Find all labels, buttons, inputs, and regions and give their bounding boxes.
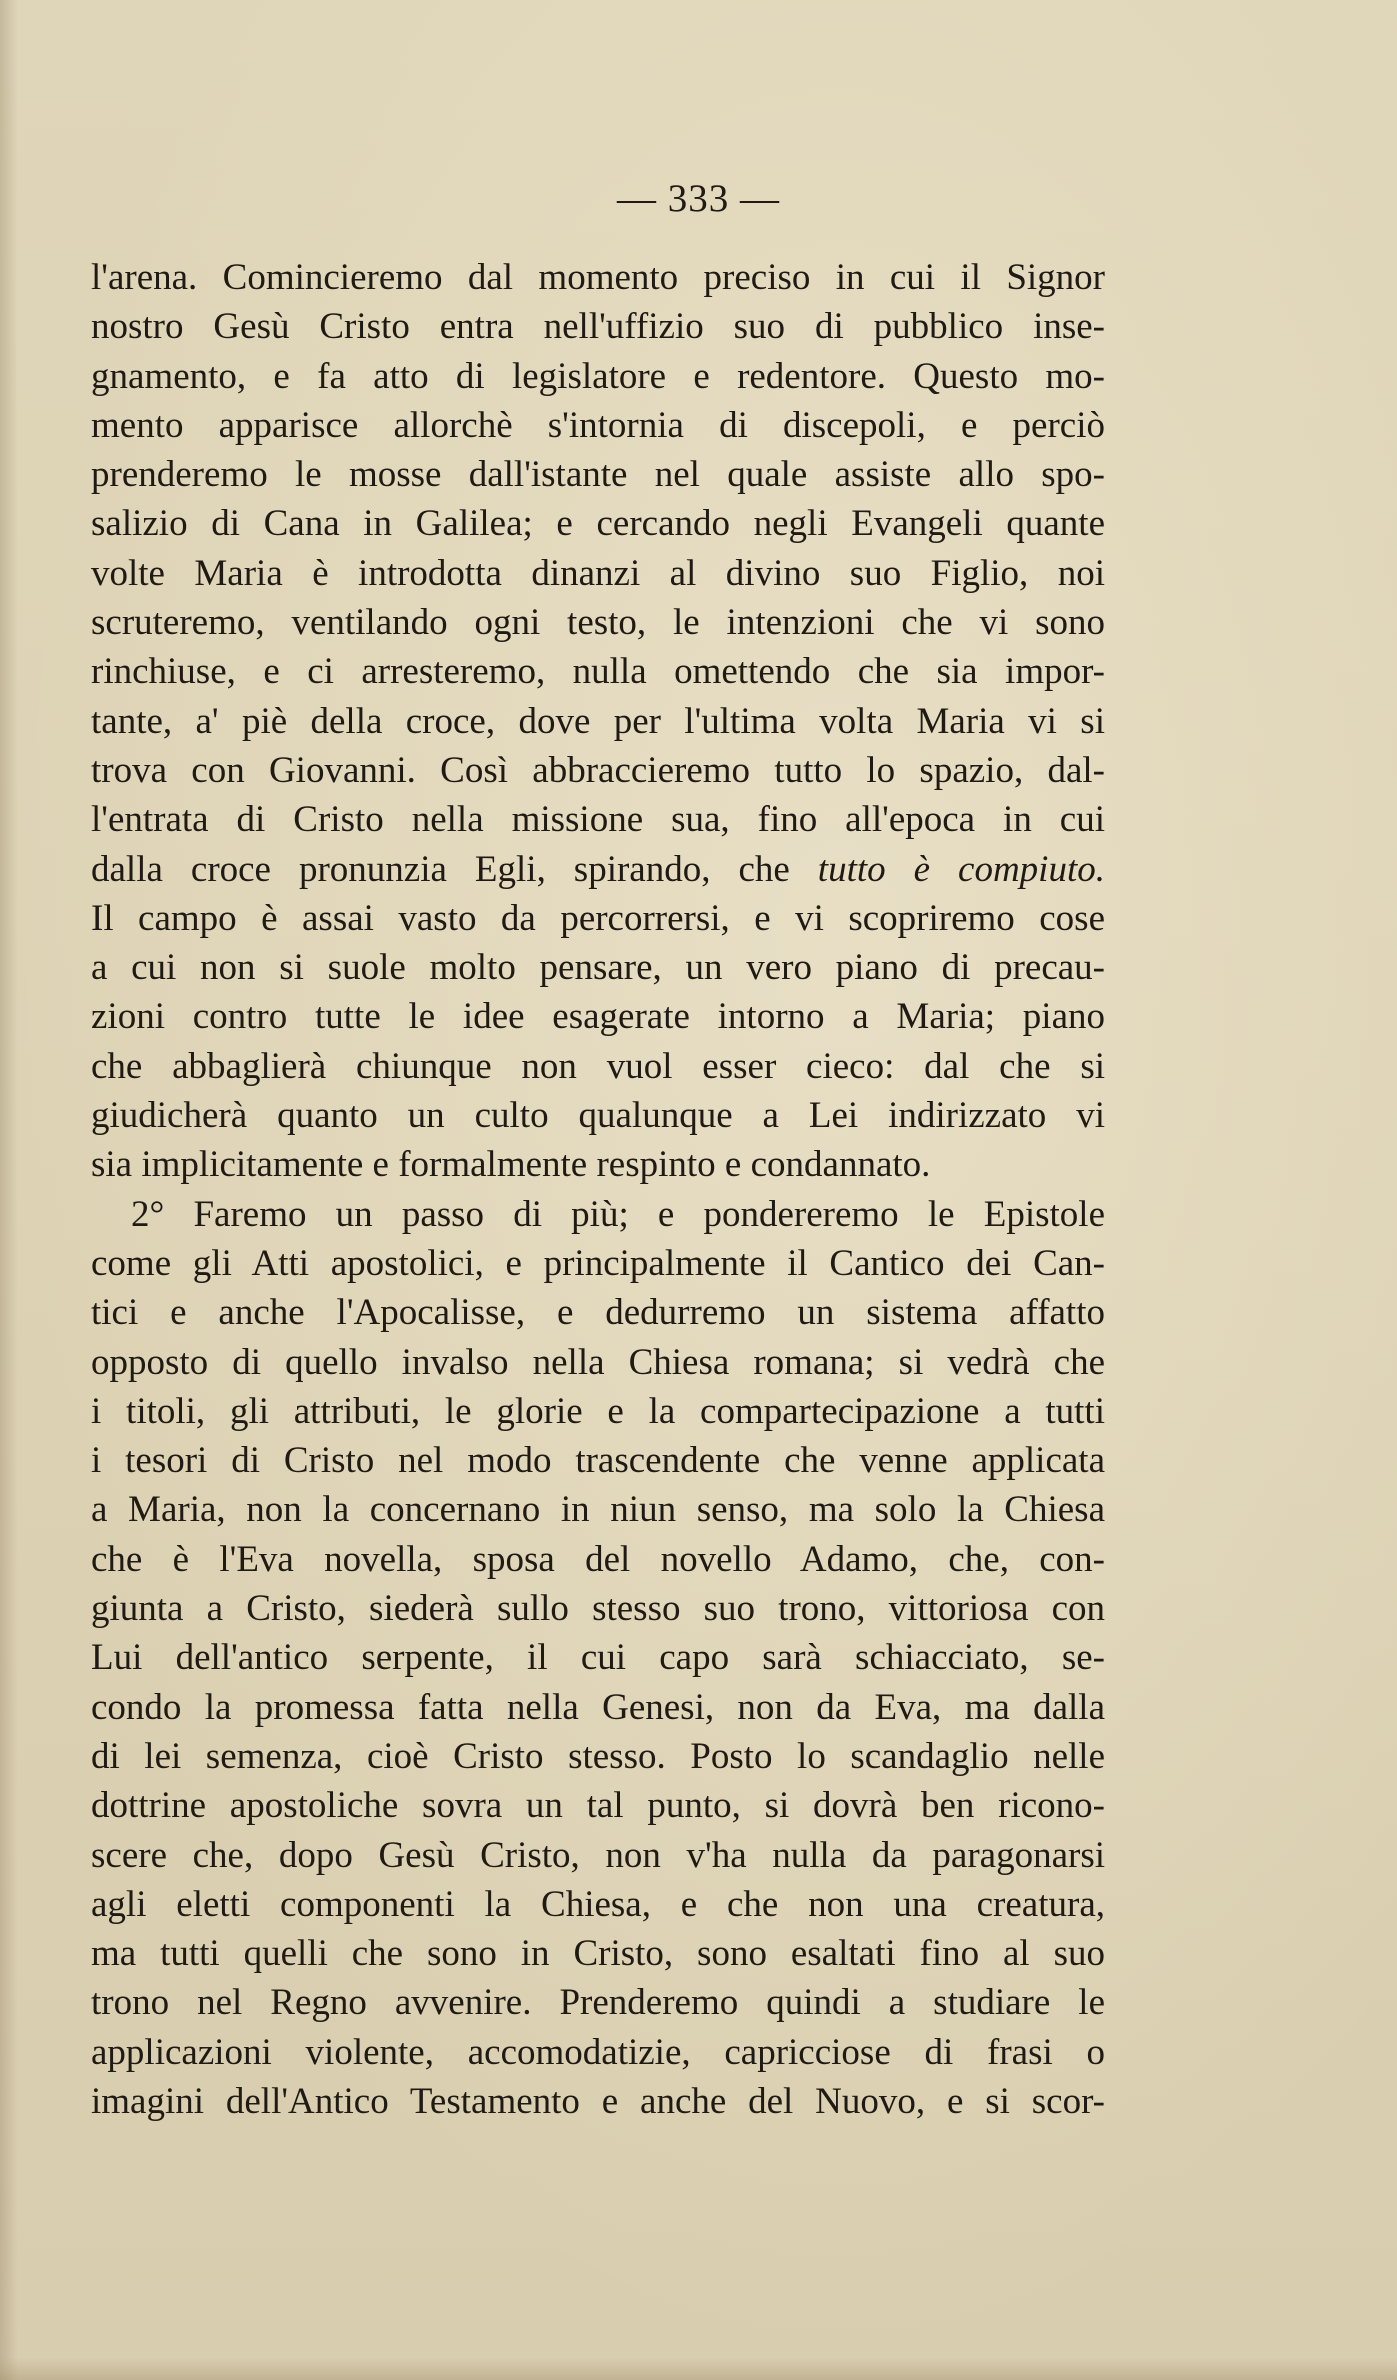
page-edge-shadow xyxy=(0,0,18,2380)
text-line: volte Maria è introdotta dinanzi al divino suo Figlio, noi xyxy=(91,552,1105,594)
text-line: tante, a' piè della croce, dove per l'ultima volta Maria vi si xyxy=(91,700,1105,742)
text-line: scere che, dopo Gesù Cristo, non v'ha nulla da paragonarsi xyxy=(91,1834,1105,1876)
text-line: l'entrata di Cristo nella missione sua, fino all'epoca in cui xyxy=(91,799,1105,841)
text-line: condo la promessa fatta nella Genesi, non da Eva, ma dalla xyxy=(91,1686,1105,1728)
text-line: zioni contro tutte le idee esagerate intorno a Maria; piano xyxy=(91,996,1105,1038)
text-line: salizio di Cana in Galilea; e cercando negli Evangeli quante xyxy=(91,503,1105,545)
text-line: trova con Giovanni. Così abbraccieremo tutto lo spazio, dal- xyxy=(91,749,1105,791)
text-line: a cui non si suole molto pensare, un vero piano di precau- xyxy=(91,947,1105,989)
text-line: Il campo è assai vasto da percorrersi, e vi scopriremo cose xyxy=(91,897,1105,939)
body-text xyxy=(91,253,1105,2126)
text-line: l'arena. Comincieremo dal momento preciso in cui il Signor xyxy=(91,257,1105,298)
text-line: a Maria, non la concernano in niun senso, ma solo la Chiesa xyxy=(91,1489,1105,1531)
text-line: giudicherà quanto un culto qualunque a Lei indirizzato vi xyxy=(91,1095,1105,1137)
text-line: opposto di quello invalso nella Chiesa romana; si vedrà che xyxy=(91,1341,1105,1383)
text-line: come gli Atti apostolici, e principalmente il Cantico dei Can- xyxy=(91,1242,1105,1284)
text-line xyxy=(91,845,1105,894)
text-line: tici e anche l'Apocalisse, e dedurremo un sistema affatto xyxy=(91,1292,1105,1334)
text-line: nostro Gesù Cristo entra nell'uffizio suo di pubblico inse- xyxy=(91,306,1105,348)
text-line: che è l'Eva novella, sposa del novello Adamo, che, con- xyxy=(91,1538,1105,1580)
text-line: rinchiuse, e ci arresteremo, nulla omettendo che sia impor- xyxy=(91,651,1105,693)
text-line: Lui dell'antico serpente, il cui capo sarà schiacciato, se- xyxy=(91,1637,1105,1679)
text-line: gnamento, e fa atto di legislatore e redentore. Questo mo- xyxy=(91,355,1105,397)
text-line-paragraph-start: 2° Faremo un passo di più; e pondereremo le Epistole xyxy=(131,1193,1105,1235)
text-line: prenderemo le mosse dall'istante nel quale assiste allo spo- xyxy=(91,454,1105,496)
text-line: mento apparisce allorchè s'intornia di discepoli, e perciò xyxy=(91,404,1105,446)
text-line: agli eletti componenti la Chiesa, e che non una creatura, xyxy=(91,1883,1105,1925)
text-line-paragraph-end: sia implicitamente e formalmente respinto e condannato. xyxy=(91,1144,931,1186)
text-line: che abbaglierà chiunque non vuol esser cieco: dal che si xyxy=(91,1045,1105,1087)
text-line: trono nel Regno avvenire. Prenderemo quindi a studiare le xyxy=(91,1982,1105,2024)
italic-phrase: tutto è compiuto. xyxy=(817,848,1105,890)
text-line: i titoli, gli attributi, le glorie e la compartecipazione a tutti xyxy=(91,1390,1105,1432)
text-line-roman: dalla croce pronunzia Egli, spirando, che xyxy=(91,848,818,890)
text-line: ma tutti quelli che sono in Cristo, sono esaltati fino al suo xyxy=(91,1933,1105,1975)
text-line: i tesori di Cristo nel modo trascendente che venne applicata xyxy=(91,1440,1105,1482)
page-bottom-shadow xyxy=(0,2358,1397,2380)
text-line: scruteremo, ventilando ogni testo, le intenzioni che vi sono xyxy=(91,602,1105,644)
text-line: dottrine apostoliche sovra un tal punto, si dovrà ben ricono- xyxy=(91,1785,1105,1827)
text-line: di lei semenza, cioè Cristo stesso. Posto lo scandaglio nelle xyxy=(91,1735,1105,1777)
text-line: applicazioni violente, accomodatizie, capricciose di frasi o xyxy=(91,2031,1105,2073)
page-number: — 333 — xyxy=(617,177,780,220)
text-line: imagini dell'Antico Testamento e anche del Nuovo, e si scor- xyxy=(91,2080,1105,2122)
text-line: giunta a Cristo, siederà sullo stesso suo trono, vittoriosa con xyxy=(91,1588,1105,1630)
